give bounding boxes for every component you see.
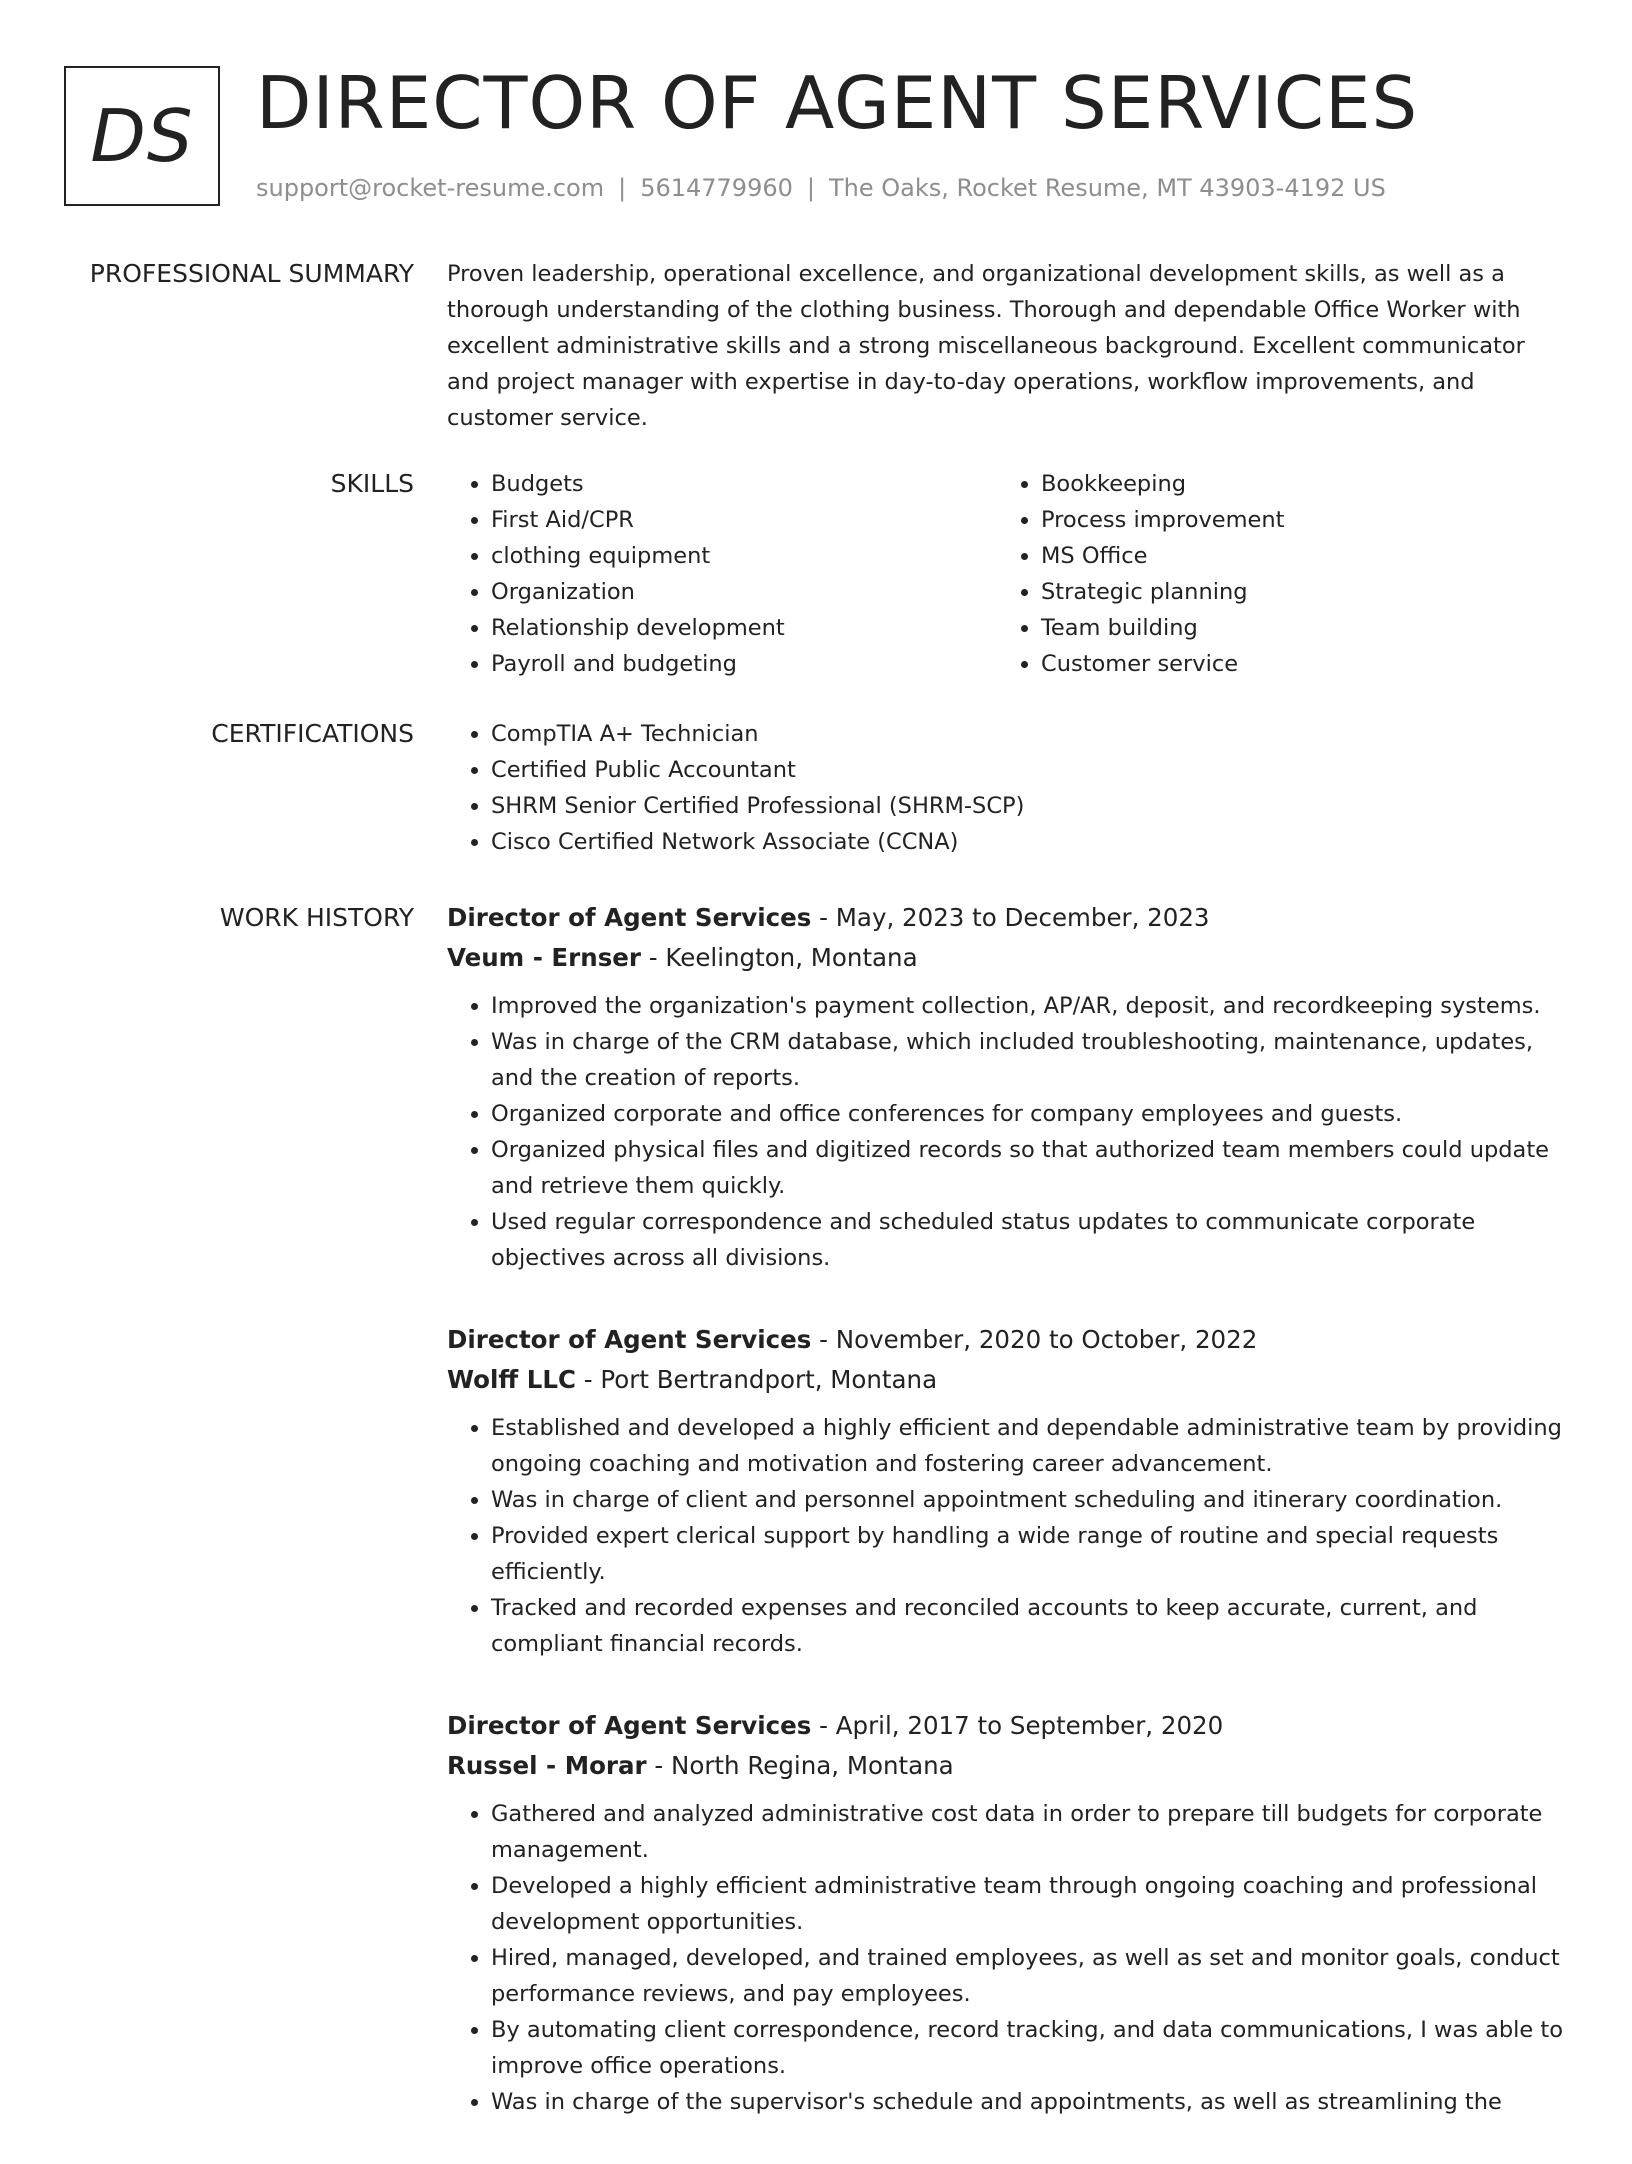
job-entry [447,1320,1567,1662]
job-entry [447,1706,1567,2120]
list-item: • By automating client correspondence, record tracking, and data communications, I was able to improve office operations. [491,2012,1567,2084]
list-item: • First Aid/CPR [491,502,997,538]
list-item: • Team building [1041,610,1547,646]
list-item: • Improved the organization's payment collection, AP/AR, deposit, and recordkeeping systems. [491,988,1567,1024]
monogram-box [64,66,220,206]
job-company-line [447,1360,1567,1400]
list-item: • Strategic planning [1041,574,1547,610]
list-item: • Payroll and budgeting [491,646,997,682]
list-item: • Hired, managed, developed, and trained employees, as well as set and monitor goals, conduct performance reviews, and pay employees. [491,1940,1567,2012]
list-item: • Certified Public Accountant [491,752,1567,788]
list-item: • Organized corporate and office conferences for company employees and guests. [491,1096,1567,1132]
job-title-line [447,898,1567,938]
job-bullets [447,1410,1567,1662]
job-title-line [447,1706,1567,1746]
list-item: • Cisco Certified Network Associate (CCNA) [491,824,1567,860]
list-item: • Process improvement [1041,502,1547,538]
list-item: • Gathered and analyzed administrative cost data in order to prepare till budgets for corporate management. [491,1796,1567,1868]
skills-list-left [447,466,997,682]
list-item: • Bookkeeping [1041,466,1547,502]
list-item: • CompTIA A+ Technician [491,716,1567,752]
job-company: Wolff LLC [447,1365,576,1394]
list-item: • SHRM Senior Certified Professional (SHRM-SCP) [491,788,1567,824]
contact-phone: 5614779960 [640,174,793,202]
contact-line [256,174,1386,202]
resume-title: DIRECTOR OF AGENT SERVICES [256,61,1419,145]
job-bullets [447,988,1567,1276]
job-company: Russel - Morar [447,1751,647,1780]
list-item: • Budgets [491,466,997,502]
job-title: Director of Agent Services [447,1325,812,1354]
list-item: • Organized physical files and digitized records so that authorized team members could update and retrieve them quickly. [491,1132,1567,1204]
skills-body [447,466,1567,682]
list-item: • Relationship development [491,610,997,646]
summary-text: Proven leadership, operational excellence, and organizational development skills, as well as a thorough understanding of the clothing business. Thorough and dependable Office Worker with excellent administrative skills and a strong miscellaneous background. Excellent communicator and project manager with expertise in day-to-day operations, workflow improvements, and customer service. [447,261,1525,431]
work-history-label: WORK HISTORY [219,903,414,932]
skills-list-right [997,466,1547,682]
certifications-list [447,716,1567,860]
certifications-label: CERTIFICATIONS [211,719,414,748]
list-item: • Was in charge of the supervisor's schedule and appointments, as well as streamlining the [491,2084,1567,2120]
contact-address: The Oaks, Rocket Resume, MT 43903-4192 US [828,174,1386,202]
skills-label: SKILLS [330,469,414,498]
job-title: Director of Agent Services [447,1711,812,1740]
job-title: Director of Agent Services [447,903,812,932]
list-item: • Developed a highly efficient administrative team through ongoing coaching and professional development opportunities. [491,1868,1567,1940]
list-item: • Customer service [1041,646,1547,682]
list-item: • MS Office [1041,538,1547,574]
job-company: Veum - Ernser [447,943,641,972]
summary-label: PROFESSIONAL SUMMARY [89,259,414,288]
contact-email: support@rocket-resume.com [256,174,605,202]
contact-separator: | [806,174,815,202]
summary-body [447,256,1567,436]
certifications-body [447,716,1567,860]
job-dates: - November, 2020 to October, 2022 [811,1325,1258,1354]
list-item: • Tracked and recorded expenses and reconciled accounts to keep accurate, current, and compliant financial records. [491,1590,1567,1662]
list-item: • Established and developed a highly efficient and dependable administrative team by providing ongoing coaching and motivation and fostering career advancement. [491,1410,1567,1482]
job-location: - Keelington, Montana [640,943,918,972]
list-item: • Was in charge of the CRM database, which included troubleshooting, maintenance, updates, and the creation of reports. [491,1024,1567,1096]
job-dates: - May, 2023 to December, 2023 [811,903,1210,932]
work-history-body [447,898,1567,2164]
list-item: • Was in charge of client and personnel appointment scheduling and itinerary coordination. [491,1482,1567,1518]
list-item: • Provided expert clerical support by handling a wide range of routine and special requests efficiently. [491,1518,1567,1590]
job-company-line [447,1746,1567,1786]
job-dates: - April, 2017 to September, 2020 [811,1711,1224,1740]
list-item: • clothing equipment [491,538,997,574]
job-bullets [447,1796,1567,2120]
job-company-line [447,938,1567,978]
list-item: • Organization [491,574,997,610]
job-title-line [447,1320,1567,1360]
contact-separator: | [618,174,627,202]
job-location: - North Regina, Montana [646,1751,954,1780]
list-item: • Used regular correspondence and scheduled status updates to communicate corporate objectives across all divisions. [491,1204,1567,1276]
job-entry [447,898,1567,1276]
monogram-initials: DS [90,94,194,178]
job-location: - Port Bertrandport, Montana [575,1365,938,1394]
